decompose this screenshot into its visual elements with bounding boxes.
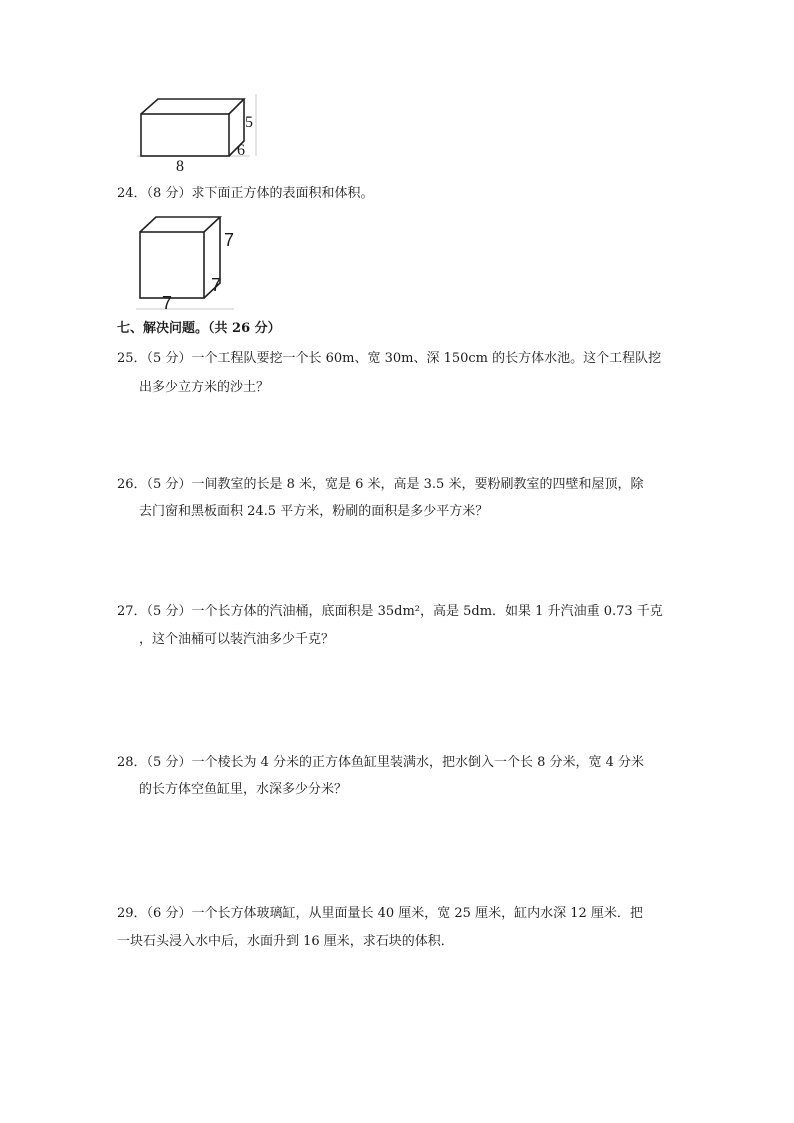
- cube-figure: [134, 212, 244, 312]
- question-text: 求下面正方体的表面积和体积。: [191, 186, 374, 201]
- cuboid-length-label: 8: [176, 158, 184, 175]
- cube-bottom-label: 7: [162, 293, 173, 313]
- section-heading: 七、解决问题。（共 26 分）: [117, 321, 281, 336]
- question-number: 29．: [117, 906, 147, 921]
- question-score: （5 分）: [146, 351, 192, 366]
- question-29-continued: 一块石头浸入水中后，水面升到 16 厘米，求石块的体积．: [117, 934, 454, 949]
- question-text: 一个长方体的汽油桶，底面积是 35dm²，高是 5dm．如果 1 升汽油重 0.73 千克: [191, 604, 663, 619]
- question-24: [117, 185, 373, 203]
- cuboid-depth-label: 6: [237, 142, 245, 159]
- question-text: 一个工程队要挖一个长 60m、宽 30m、深 150cm 的长方体水池。这个工程队挖: [191, 351, 662, 366]
- question-28-continued: 的长方体空鱼缸里，水深多少分米？: [139, 782, 348, 797]
- question-27: [117, 603, 663, 621]
- question-score: （8 分）: [146, 186, 192, 201]
- cuboid-figure: [134, 92, 264, 176]
- question-score: （6 分）: [146, 906, 192, 921]
- question-number: 24．: [117, 186, 147, 201]
- question-score: （5 分）: [146, 477, 192, 492]
- question-text: 一间教室的长是 8 米，宽是 6 米，高是 3.5 米，要粉刷教室的四壁和屋顶，除: [191, 477, 644, 492]
- question-text: 一个棱长为 4 分米的正方体鱼缸里装满水，把水倒入一个长 8 分米，宽 4 分米: [191, 755, 645, 770]
- question-text: 一个长方体玻璃缸，从里面量长 40 厘米，宽 25 厘米，缸内水深 12 厘米．把: [191, 906, 643, 921]
- cuboid-height-label: 5: [245, 114, 253, 131]
- question-26-continued: 去门窗和黑板面积 24.5 平方米，粉刷的面积是多少平方米？: [139, 504, 489, 519]
- question-number: 26．: [117, 477, 147, 492]
- question-score: （5 分）: [146, 755, 192, 770]
- question-26: [117, 476, 643, 494]
- question-number: 28．: [117, 755, 147, 770]
- cube-side-label: 7: [224, 230, 235, 250]
- question-25-continued: 出多少立方米的沙土？: [139, 380, 270, 395]
- question-28: [117, 754, 644, 772]
- question-29: [117, 905, 643, 923]
- question-number: 27．: [117, 604, 147, 619]
- question-27-continued: ，这个油桶可以装汽油多少千克？: [139, 632, 335, 647]
- cube-depth-label: 7: [211, 275, 222, 295]
- question-number: 25．: [117, 351, 147, 366]
- question-score: （5 分）: [146, 604, 192, 619]
- question-25: [117, 350, 661, 368]
